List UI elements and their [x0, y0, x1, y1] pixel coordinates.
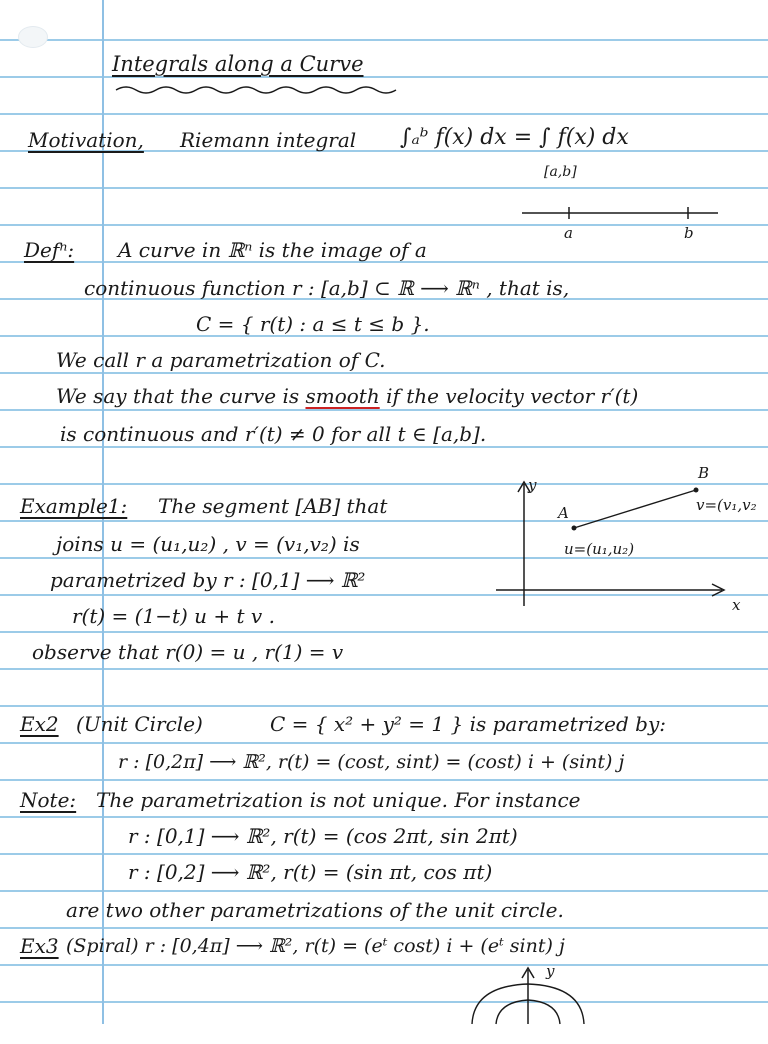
definition-line5-pre: We say that the curve is [56, 384, 300, 408]
number-line [522, 204, 722, 224]
title-text: Integrals along a Curve [112, 52, 364, 76]
graph1-u-label: u=(u₁,u₂) [564, 540, 635, 558]
note-line1: The parametrization is not unique. For instance [96, 788, 581, 812]
definition-line5-post: if the velocity vector r′(t) [386, 384, 639, 408]
example2-label: Ex2 [20, 712, 59, 736]
example1-line5: observe that r(0) = u , r(1) = v [32, 640, 344, 664]
example1-line2: joins u = (u₁,u₂) , v = (v₁,v₂) is [56, 532, 360, 556]
number-line-a: a [564, 224, 573, 242]
note-line3: r : [0,2] ⟶ ℝ², r(t) = (sin πt, cos πt) [128, 860, 493, 884]
page-title [112, 52, 364, 76]
example1-line4: r(t) = (1−t) u + t v . [72, 604, 275, 628]
note-line2: r : [0,1] ⟶ ℝ², r(t) = (cos 2πt, sin 2πt) [128, 824, 518, 848]
riemann-domain: [a,b] [544, 164, 577, 180]
punch-hole [18, 26, 48, 48]
note-label: Note: [20, 788, 77, 812]
graph1-v-label: v=(v₁,v₂ [696, 496, 757, 514]
spiral-graph [452, 964, 602, 1044]
example3-line1: (Spiral) r : [0,4π] ⟶ ℝ², r(t) = (eᵗ cost) i + (eᵗ sint) j [66, 935, 565, 957]
definition-line6: is continuous and r′(t) ≠ 0 for all t ∈ [a,b]. [60, 422, 487, 446]
motivation-label: Motivation, [28, 128, 144, 152]
example1-line3: parametrized by r : [0,1] ⟶ ℝ² [50, 568, 366, 592]
graph1-point-a: A [558, 504, 569, 522]
definition-line5 [56, 384, 638, 408]
definition-line3: C = { r(t) : a ≤ t ≤ b }. [196, 312, 430, 336]
definition-line4: We call r a parametrization of C. [56, 348, 386, 372]
spiral-y-label: y [546, 962, 555, 980]
graph1-point-b: B [698, 464, 710, 482]
definition-line2: continuous function r : [a,b] ⊂ ℝ ⟶ ℝⁿ , that is, [84, 276, 570, 300]
example2-equation: C = { x² + y² = 1 } is parametrized by: [270, 712, 666, 736]
example2-line2: r : [0,2π] ⟶ ℝ², r(t) = (cost, sint) = (cost) i + (sint) j [118, 751, 625, 773]
graph1-x-label: x [732, 596, 741, 614]
note-line4: are two other parametrizations of the unit circle. [66, 898, 564, 922]
example1-label: Example1: [20, 494, 128, 518]
definition-label: Defⁿ: [24, 238, 75, 262]
definition-line1: A curve in ℝⁿ is the image of a [118, 238, 427, 262]
smooth-word: smooth [305, 384, 380, 408]
number-line-b: b [684, 224, 694, 242]
example2-title: (Unit Circle) [76, 712, 203, 736]
title-underline-wave [116, 84, 416, 96]
example1-line1: The segment [AB] that [158, 494, 388, 518]
motivation-text: Riemann integral [180, 128, 357, 152]
example3-label: Ex3 [20, 934, 59, 958]
graph1-y-label: y [528, 476, 537, 494]
riemann-formula: ∫ₐᵇ f(x) dx = ∫ f(x) dx [400, 125, 629, 150]
